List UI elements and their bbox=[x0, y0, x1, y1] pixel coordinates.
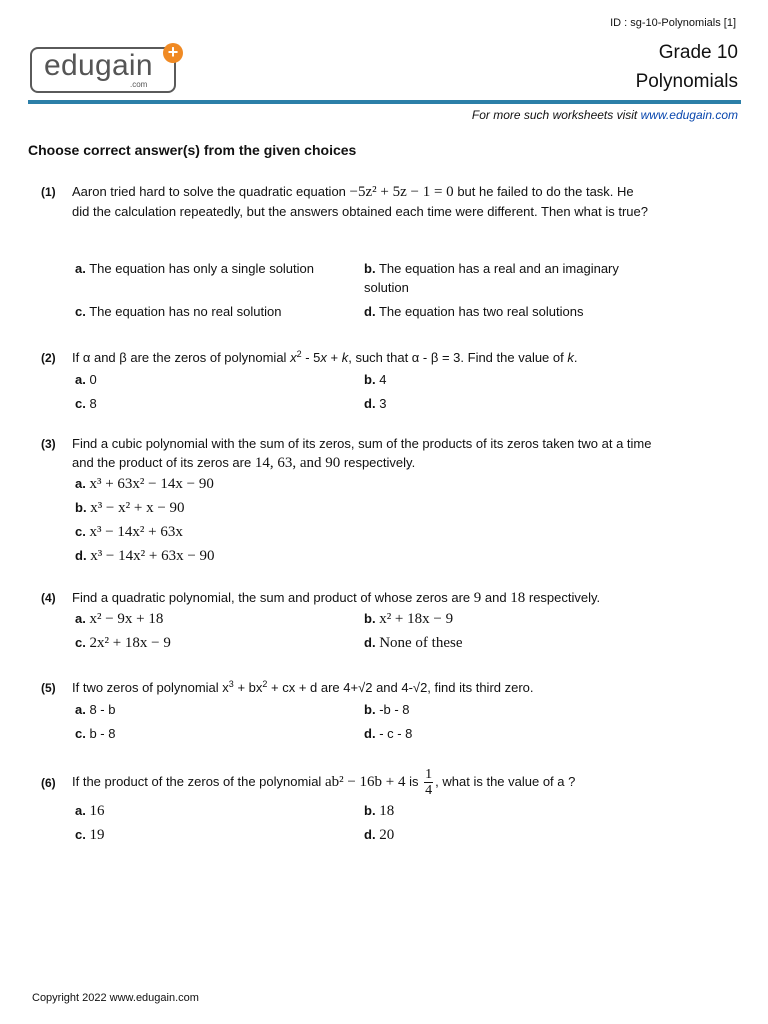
exponent: 2 bbox=[296, 349, 302, 359]
option-d[interactable] bbox=[364, 302, 644, 321]
question-number: (4) bbox=[41, 591, 56, 605]
question-text bbox=[72, 764, 652, 800]
option-b[interactable] bbox=[364, 609, 644, 629]
option-label: d. bbox=[364, 304, 376, 319]
question-text-part: and bbox=[484, 590, 507, 605]
question-text-part: respectively. bbox=[528, 590, 601, 605]
option-text: 20 bbox=[379, 827, 395, 843]
plus-icon: + bbox=[163, 43, 183, 63]
question-text bbox=[72, 678, 652, 697]
option-label: b. bbox=[75, 500, 87, 515]
option-c[interactable] bbox=[75, 633, 355, 653]
logo-wordmark: edugain bbox=[44, 49, 153, 82]
option-label: b. bbox=[364, 702, 376, 717]
option-a[interactable] bbox=[75, 801, 355, 821]
option-label: a. bbox=[75, 611, 86, 626]
option-b[interactable] bbox=[364, 259, 644, 297]
edugain-logo[interactable] bbox=[30, 43, 206, 95]
option-label: c. bbox=[75, 827, 86, 842]
option-b[interactable] bbox=[364, 370, 644, 389]
question-number: (2) bbox=[41, 351, 56, 365]
exponent: 2 bbox=[262, 679, 268, 689]
option-text: 8 - b bbox=[89, 702, 116, 717]
option-label: b. bbox=[364, 372, 376, 387]
option-text: x³ − x² + x − 90 bbox=[90, 500, 185, 516]
option-d[interactable] bbox=[364, 633, 644, 653]
option-label: d. bbox=[364, 726, 376, 741]
option-c[interactable] bbox=[75, 825, 355, 845]
question-text-part: If α and β are the zeros of polynomial bbox=[72, 350, 287, 365]
option-text: x³ + 63x² − 14x − 90 bbox=[89, 476, 214, 492]
option-a[interactable] bbox=[75, 609, 355, 629]
question-variable: x bbox=[320, 350, 327, 365]
question-text-part: If the product of the zeros of the polynomial bbox=[72, 774, 322, 789]
option-text: x² + 18x − 9 bbox=[379, 611, 454, 627]
copyright-notice: Copyright 2022 www.edugain.com bbox=[32, 992, 199, 1004]
document-id: ID : sg-10-Polynomials [1] bbox=[610, 17, 736, 29]
option-text: None of these bbox=[379, 635, 463, 651]
option-a[interactable] bbox=[75, 370, 355, 389]
question-text bbox=[72, 348, 652, 367]
question-text-part: + cx + d are 4+√2 and 4-√2, find its third zero. bbox=[271, 680, 534, 695]
option-a[interactable] bbox=[75, 259, 355, 278]
option-text: 4 bbox=[379, 372, 387, 387]
option-text: 3 bbox=[379, 396, 387, 411]
option-label: a. bbox=[75, 261, 86, 276]
option-label: d. bbox=[364, 827, 376, 842]
option-text: The equation has only a single solution bbox=[89, 261, 314, 276]
option-label: a. bbox=[75, 702, 86, 717]
option-d[interactable] bbox=[364, 825, 644, 845]
option-c[interactable] bbox=[75, 302, 355, 321]
option-label: a. bbox=[75, 372, 86, 387]
option-c[interactable] bbox=[75, 724, 355, 743]
exponent: 3 bbox=[228, 679, 234, 689]
option-b[interactable] bbox=[364, 700, 644, 719]
question-value: 9 bbox=[473, 590, 482, 606]
question-variable: k bbox=[341, 350, 349, 365]
option-label: c. bbox=[75, 635, 86, 650]
question-value: 18 bbox=[510, 590, 526, 606]
question-text-part: Find a quadratic polynomial, the sum and product of whose zeros are bbox=[72, 590, 471, 605]
option-b[interactable] bbox=[75, 498, 475, 518]
promo-line bbox=[472, 108, 738, 122]
question-text-part: Find a cubic polynomial with the sum of its zeros, sum of the products of its zeros taken two at a time and the product of its zeros are bbox=[72, 436, 652, 470]
option-label: c. bbox=[75, 304, 86, 319]
option-text: 16 bbox=[89, 803, 105, 819]
question-variable: k bbox=[567, 350, 574, 365]
fraction bbox=[424, 767, 433, 798]
question-values: 14, 63, and 90 bbox=[254, 455, 341, 471]
option-label: a. bbox=[75, 476, 86, 491]
option-text: x³ − 14x² + 63x bbox=[89, 524, 183, 540]
question-number: (3) bbox=[41, 437, 56, 451]
topic-title: Polynomials bbox=[635, 71, 738, 92]
logo-com-suffix: .com bbox=[130, 80, 148, 89]
option-text: 19 bbox=[89, 827, 105, 843]
website-link[interactable]: www.edugain.com bbox=[640, 108, 738, 122]
option-a[interactable] bbox=[75, 700, 355, 719]
option-text: 2x² + 18x − 9 bbox=[89, 635, 171, 651]
option-text: -b - 8 bbox=[379, 702, 410, 717]
question-text-part: but he failed to do the task. bbox=[457, 184, 614, 199]
question-text-part: + bbox=[330, 350, 339, 365]
question-text-part: If two zeros of polynomial x bbox=[72, 680, 229, 695]
option-d[interactable] bbox=[364, 724, 644, 743]
option-label: c. bbox=[75, 726, 86, 741]
option-text: The equation has a real and an imaginary solution bbox=[364, 261, 619, 295]
option-d[interactable] bbox=[75, 546, 475, 566]
option-text: The equation has no real solution bbox=[89, 304, 282, 319]
option-d[interactable] bbox=[364, 394, 644, 413]
option-label: d. bbox=[364, 635, 376, 650]
question-variable: x bbox=[290, 350, 297, 365]
option-c[interactable] bbox=[75, 394, 355, 413]
question-text-part: - 5 bbox=[305, 350, 321, 365]
option-label: b. bbox=[364, 803, 376, 818]
question-text-part: + bx bbox=[237, 680, 263, 695]
option-label: b. bbox=[364, 611, 376, 626]
option-text: x³ − 14x² + 63x − 90 bbox=[90, 548, 215, 564]
question-polynomial: ab² − 16b + 4 bbox=[324, 774, 406, 790]
option-c[interactable] bbox=[75, 522, 475, 542]
question-text-part: He did the calculation repeatedly, but the answers obtained each time were different. Then what is true? bbox=[72, 184, 648, 219]
option-a[interactable] bbox=[75, 474, 475, 494]
option-text: b - 8 bbox=[89, 726, 116, 741]
option-text: 8 bbox=[89, 396, 97, 411]
instructions: Choose correct answer(s) from the given choices bbox=[28, 142, 357, 158]
grade-title: Grade 10 bbox=[658, 42, 738, 63]
question-number: (6) bbox=[41, 776, 56, 790]
question-text-part: Aaron tried hard to solve the quadratic equation bbox=[72, 184, 346, 199]
option-text: 0 bbox=[89, 372, 97, 387]
question-number: (1) bbox=[41, 185, 56, 199]
question-text-part: . bbox=[573, 350, 578, 365]
option-text: x² − 9x + 18 bbox=[89, 611, 164, 627]
question-text bbox=[72, 588, 652, 608]
header-divider bbox=[28, 100, 741, 104]
fraction-denominator: 4 bbox=[425, 783, 433, 799]
question-number: (5) bbox=[41, 681, 56, 695]
question-text bbox=[72, 182, 652, 221]
question-text-part: respectively. bbox=[343, 455, 416, 470]
question-text-part: , what is the value of a ? bbox=[435, 774, 576, 789]
fraction-numerator: 1 bbox=[425, 767, 433, 783]
question-equation: −5z² + 5z − 1 = 0 bbox=[349, 184, 454, 200]
option-label: a. bbox=[75, 803, 86, 818]
option-label: d. bbox=[364, 396, 376, 411]
promo-text: For more such worksheets visit bbox=[471, 108, 638, 122]
question-text bbox=[72, 434, 652, 473]
option-label: b. bbox=[364, 261, 376, 276]
question-text-part: is bbox=[409, 774, 419, 789]
option-text: - c - 8 bbox=[379, 726, 413, 741]
option-b[interactable] bbox=[364, 801, 644, 821]
option-text: 18 bbox=[379, 803, 395, 819]
option-label: c. bbox=[75, 524, 86, 539]
option-text: The equation has two real solutions bbox=[378, 304, 584, 319]
option-label: c. bbox=[75, 396, 86, 411]
question-text-part: , such that α - β = 3. Find the value of bbox=[348, 350, 564, 365]
option-label: d. bbox=[75, 548, 87, 563]
